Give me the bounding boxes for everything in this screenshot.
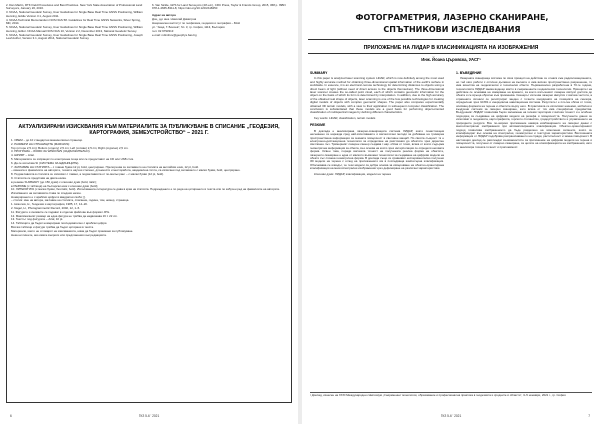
journal-issue: ГКЗ 5-6 ' 2021 (440, 414, 462, 418)
right-page (302, 0, 600, 424)
requirements-list (11, 139, 287, 237)
reference-item: 6. NOAA, National Geodetic Survey, User Guidelines for Single Base Real Time GNSS Positioning, Joseph Leaf Author, Version 3.1, August 2014, National Geodetic Survey. (6, 32, 143, 41)
requirement-item: 5. Материалите се изпращат по електронна поща или се предоставят на CD или USB стик. (11, 156, 134, 161)
reference-item: 3. NOAA, National Geodetic Survey, User Guidelines for Single Base Real Time GNSS Positioning, William Henning, Eddie Version 3.1, August 2011. (6, 10, 143, 18)
divider (308, 39, 594, 40)
requirement-item: ● РЕЗЮМЕ (с таблица) на български език с ключови думи (bold); (11, 183, 99, 188)
page-number: 7 (588, 414, 590, 418)
article-title: ПРИЛОЖЕНИЕ НА ЛИДАР В КЛАСИФИКАЦИЯТА НА ИЗОБРАЖЕНИЯ (363, 45, 539, 51)
left-page (0, 0, 298, 424)
rezyume-heading: РЕЗЮМЕ (310, 123, 326, 128)
requirement-item: 6. Да се използва SI (СИСТЕМА ЗА ЕДИНИЦИТЕ). (11, 160, 80, 165)
requirement-item: – статия: име на автора, заглавие на статията, списание, година, том, номер, страница. (11, 198, 130, 203)
divider (308, 53, 594, 54)
author-address (152, 14, 292, 37)
requirement-item: Top (отгоре 2,5 cm); Bottom (отдолу) 2,5 cm; Left (отляво) 2,5 cm; Right (отдясно) 2,5 cm. (11, 145, 129, 150)
requirement-item: Номерирането е с арабски цифри в квадратни скоби [ ]. (11, 194, 86, 199)
address-line: Доц. д-р инж. Николай Димитров (152, 16, 197, 21)
requirement-item: 3. ПРОГРАМА – WORD ЗА WINDOWS (ЗАДЪЛЖИТЕЛНО). (11, 149, 91, 154)
requirement-item: 13. Текстът под фигурите – Arial, 10 pt. (11, 217, 64, 222)
footnote: ¹ Доклад, изнесен на XXXI Международен симпозиум „Съвременни технологии, образование и професионална практика в геодезията и сродните ѝ области“, 3–5 ноември, 2021 г., гр. София (310, 392, 592, 397)
page-number: 6 (10, 414, 12, 418)
reference-item: 6. Van Sickle, GPS for Land Surveyors (4th ed.), CRC Press, Taylor & Francis Group, 2015, 368 p. ISBN 978-1-4665-8311-8, https://doi.org/10.1201/b18450 (152, 3, 286, 11)
requirement-item: 7. ЗАГЛАВИЕ НА СТАТИЯТА – с главни букви 12 pt, bold, центрирано. Препоръчва се заглавието на статията на английски език, 12 pt, bold. (11, 164, 199, 169)
requirement-item: 14. Таблиците да бъдат номерирани последователно с арабски цифри. (11, 221, 108, 226)
requirement-item: 12. Максималният размер на една фигура не трябва да надвишава 16 × 22 cm. (11, 213, 118, 218)
reference-item: 5. NOAA, National Geodetic Survey, User Guidelines for Single Base Real Time GNSS Positioning, William Henning, Editor. NOAA Manual NOS NGS 10, Version 2.2, December 2013, National Geodetic Survey. (6, 25, 143, 33)
requirement-item: Всички таблици и фигури трябва да бъдат цитирани в текста. (11, 224, 94, 229)
reference-item: 2. Dan Martin, RTK Field Procedures and Best Practices. New York State Association of Professional Land Surveyors, January 20, 2016. (6, 3, 143, 11)
section-title: ФОТОГРАМЕТРИЯ, ЛАЗЕРНО СКАНИРАНЕ, СПЪТНИКОВИ ИЗСЛЕДВАНИЯ (355, 13, 549, 34)
references-col2 (152, 4, 292, 41)
introduction-text: Лазерната сканираща система по своя принцип на действие се отнася към радиолокационните, но тъй като работи с оптични дължини на вълните и има високо пространствено разрешение, тя има качества на геодезически и технически обекти. Първоначално разработена в 70-те години, технологията ЛИДАР заема водещо място в съвременните геодезически технологии. Принципът на действие се основава на измерване на времето, за което излъченият лазерен импулс достига до обекта и се връща обратно към приемника. Скенерът излъчва лазерни импулси с висока честота, а отразените сигнали се регистрират заедно с точните координати на позицията на сензора, определени чрез GNSS и инерциална навигационна система. Резултатът е плътен облак от точки, описващ формата на терена и обектите върху него. В практиката се използват наземни, мобилни и въздушни системи за лазерно сканиране, като всяка от тях има специфични предимства. Въздушният ЛИДАР позволява бързо заснемане на големи територии с висока точност и е особено подходящ за създаване на цифрови модели на релефа и повърхността. Получените данни се използват в геодезията, картографията, горското стопанство, градоустройството и управлението на природните ресурси. Все по-широко приложение намира комбинирането на лазерни данни с многоспектрални изображения при автоматизираната класификация. Обектно-ориентираният подход позволява изображението да бъде разделено на хомогенни сегменти, които се класифицират въз основа на спектрални, геометрични и текстурни характеристики. Височинната информация от ЛИДАР подобрява разграничаването на сгради, растителност и земна повърхност. В настоящия доклад се разглеждат възможностите за приложение на цифрови модели на терена и повърхността, получени от лазерно сканиране, за целите на класификацията на изображения, като се анализира тяхната точност и приложимост. (456, 76, 592, 149)
requirement-item: 8. Подзаглавията в статията се изписват с главни, а подзаглавията от по-малък ранг – с малки букви (12 pt, bold). (11, 172, 165, 177)
requirements-box (6, 118, 292, 403)
introduction-heading: 1. ВЪВЕДЕНИЕ (456, 71, 482, 75)
requirement-item: 2. Nagel, H., Photogrammetric Record, 2002, 12, 1–5. (11, 205, 81, 210)
requirement-item: 1. ОБЕМ – до 10 стандартни машинописни страници. (11, 138, 83, 142)
requirement-item: 2. РАЗМЕРИ НА СТРАНИЦИТЕ (MARGINS): (11, 141, 71, 146)
references-col1 (6, 4, 146, 41)
requirement-item: ● резюме SUMMARY (до 150 думи) с ключови думи (bold, italic); (11, 179, 97, 184)
rezyume-keywords: Ключови думи: ЛИДАР, класификация, модели на терена (314, 171, 391, 176)
address-line: ул. "Акад. Г. Бончев", бл. 3, гр. София, 1113, България (152, 24, 225, 29)
requirement-item: – имената и фамилиите на авторите, техните научни степени, длъжности и месторабота, академична титла, са изписани под заглавието с малки букви, bold, центрирано. (11, 168, 241, 173)
summary-text: In this paper is analyzed laser scanning system LiDAR, which is now definitely among the most used and highly accurate method for obtaining three-dimensional spatial information of the earth's surface in worldwide. In essence, it is an electronic-remote technology for determining distances to objects using a direct beam of light (without need of direct access to the objects themselves). The three-dimensional laser scanner creates the so-called point cloud, each of which contains geometric information for the object on the basis of which its form is determined by interpolation. In addition, due to the high accuracy of the obtained real shape of objects, laser scanning is one of the few possible technologies for creating digital models of objects with complex geometric shapes. The paper also compares experimentally obtained 3D terrain models, with a view to their application in subsequent computer classification. The conclusion is substantiated that these models are a good basis for performing object-oriented classification of multispectral images by defining different characteristics. (310, 76, 444, 115)
requirement-item: 1. Николов, Н., Геодезия и картография, 1985, 17, 14–20. (11, 202, 88, 207)
address-heading: Адрес на автора (152, 12, 176, 17)
requirement-item: Нека ни пишете, ако имате въпроси или предложения към редакцията. (11, 232, 107, 237)
requirements-title: АКТУАЛИЗИРАНИ ИЗИСКВАНИЯ КЪМ МАТЕРИАЛИТЕ ЗА ПУБЛИКУВАНЕ В СПИСАНИЕ „ГЕОДЕЗИЯ, КАРТОГРАФИЯ, ЗЕМЕУСТРОЙСТВО“ – 2021 Г. (18, 124, 280, 136)
address-line: Национален институт по геофизика, геодезия и география – БАН (152, 20, 240, 25)
summary-keywords: Key words: LiDAR, classification, terrain models (314, 115, 376, 120)
requirement-item: 9. Статията се представя на двата езика. (11, 175, 67, 180)
requirement-item: 10. ЛИТЕРАТУРА (с малки букви, без italic, bold). Използваната литература се дава в края на статията. Подреждането е по реда на цитирането в текста или по азбучен ред на фамилиите на авторите. Изписването на заглавията става по следния начин. (11, 187, 281, 195)
article-column-right (456, 70, 592, 149)
summary-heading: SUMMARY (310, 71, 328, 75)
requirement-item: Материали, които не отговарят на изискванията, няма да бъдат приемани за публикуване. (11, 228, 134, 233)
rezyume-text: В доклада е анализирана лазерно-сканиращата система ЛИДАР, която понастоящем несъмнено се нарежда сред най-използваните и високоточни методи за добиване на тримерна пространствена информация за земната повърхност в световен мащаб. По своята същност тя е електронно-дистанционна технология за определяне на разстояния до обектите чрез директен светлинен лъч. Тримерният лазерен скенер създава т.нар. облак от точки, всяка от които съдържа геометрична информация за обекта, въз основа на която чрез интерполация се определя неговата форма. Освен това, поради високата точност на получената реална форма на обектите, лазерното сканиране е една от малкото възможни технологии за създаване на цифрови модели на обекти със сложна геометрична форма. В доклада също се сравняват експериментално получени 3D модели на терена с оглед на приложението им в последваща компютърна класификация. Обосновава се изводът, че тези модели са добра основа за извършване на обектно-ориентирана класификация на многоспектрални изображения чрез дефиниране на различни характеристики. (310, 128, 445, 171)
journal-issue: ГКЗ 5-6 ' 2021 (138, 414, 160, 418)
article-author: Инж. Йоана Църовска, УАСГ¹ (421, 57, 481, 62)
article-column-left (310, 70, 444, 176)
requirement-item: 4. ШРИФТ – Arial. (11, 153, 35, 158)
address-line: тел: 02 9793313 (152, 28, 174, 33)
address-line: e-mail: ndimitrov@geophys.bas.bg (152, 32, 197, 37)
requirement-item: 11. Фигурите и снимките се подават в отделни файлове във формат JPG. (11, 209, 110, 214)
references-block (6, 4, 292, 41)
reference-item: 4. NOAA Technical Memorandum NOS NGS 58. Guidelines for Real Time GNSS Networks, Silver Spring, MD, 2014. (6, 17, 141, 26)
